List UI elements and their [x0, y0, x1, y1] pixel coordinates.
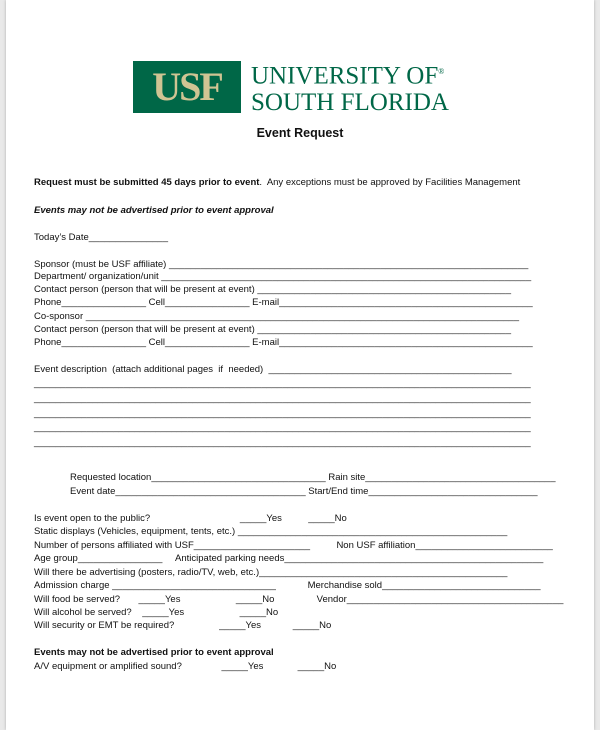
document-page [6, 0, 594, 730]
description-blank-line: ______________________________________________________________________________________________ [34, 393, 531, 404]
requested-location-field: Requested location_________________________________ Rain site____________________________________ [70, 472, 556, 483]
usf-logo [133, 58, 449, 116]
food-vendor-field: Will food be served? _____Yes _____No Vendor_________________________________________ [34, 594, 564, 605]
description-blank-line: ______________________________________________________________________________________________ [34, 408, 531, 419]
sponsor-field: Sponsor (must be USF affiliate) ____________________________________________________________________ [34, 259, 529, 270]
co-contact-person-field: Contact person (person that will be present at event) ________________________________________________ [34, 324, 511, 335]
phone-cell-email-field: Phone________________ Cell________________ E-mail________________________________________________ [34, 297, 533, 308]
submission-notice [34, 177, 520, 189]
logo-line-1: UNIVERSITY OF [251, 62, 439, 90]
av-section-heading: Events may not be advertised prior to event approval [34, 647, 274, 658]
notice-bold: Request must be submitted 45 days prior to event [34, 177, 260, 188]
alcohol-field: Will alcohol be served? _____Yes _____No [34, 607, 279, 618]
notice-rest: . Any exceptions must be approved by Facilities Management [259, 177, 521, 188]
todays-date-field: Today’s Date_______________ [34, 232, 168, 243]
co-sponsor-field: Co-sponsor __________________________________________________________________________________ [34, 311, 519, 322]
persons-affiliated-field: Number of persons affiliated with USF______________________ Non USF affiliation__________________________ [34, 540, 553, 551]
security-emt-field: Will security or EMT be required? _____Yes _____No [34, 620, 332, 631]
av-sound-field: A/V equipment or amplified sound? _____Yes _____No [34, 661, 337, 672]
usf-logo-abbr: USF [152, 64, 222, 110]
co-phone-cell-email-field: Phone________________ Cell________________ E-mail________________________________________________ [34, 337, 533, 348]
advertising-field: Will there be advertising (posters, radio/TV, web, etc.)_______________________________________________ [34, 567, 508, 578]
contact-person-field: Contact person (person that will be present at event) ________________________________________________ [34, 284, 511, 295]
advertising-note: Events may not be advertised prior to event approval [34, 205, 274, 216]
event-description-field: Event description (attach additional pages if needed) ______________________________________________ [34, 364, 512, 375]
logo-line-2: SOUTH FLORIDA [251, 89, 449, 117]
description-blank-line: ______________________________________________________________________________________________ [34, 378, 531, 389]
static-displays-field: Static displays (Vehicles, equipment, tents, etc.) ___________________________________________________ [34, 526, 508, 537]
department-field: Department/ organization/unit ______________________________________________________________________ [34, 271, 532, 282]
age-parking-field: Age group________________ Anticipated parking needs_________________________________________________ [34, 553, 544, 564]
usf-logo-wordmark [251, 58, 449, 116]
document-title: Event Request [256, 126, 344, 140]
description-blank-line: ______________________________________________________________________________________________ [34, 437, 531, 448]
usf-logo-box [133, 61, 241, 113]
admission-merchandise-field: Admission charge _______________________________ Merchandise sold______________________________ [34, 580, 541, 591]
open-to-public-field: Is event open to the public? _____Yes _____No [34, 513, 347, 524]
event-date-field: Event date____________________________________ Start/End time________________________________ [70, 486, 538, 497]
registered-mark: ® [438, 67, 445, 76]
description-blank-line: ______________________________________________________________________________________________ [34, 422, 531, 433]
